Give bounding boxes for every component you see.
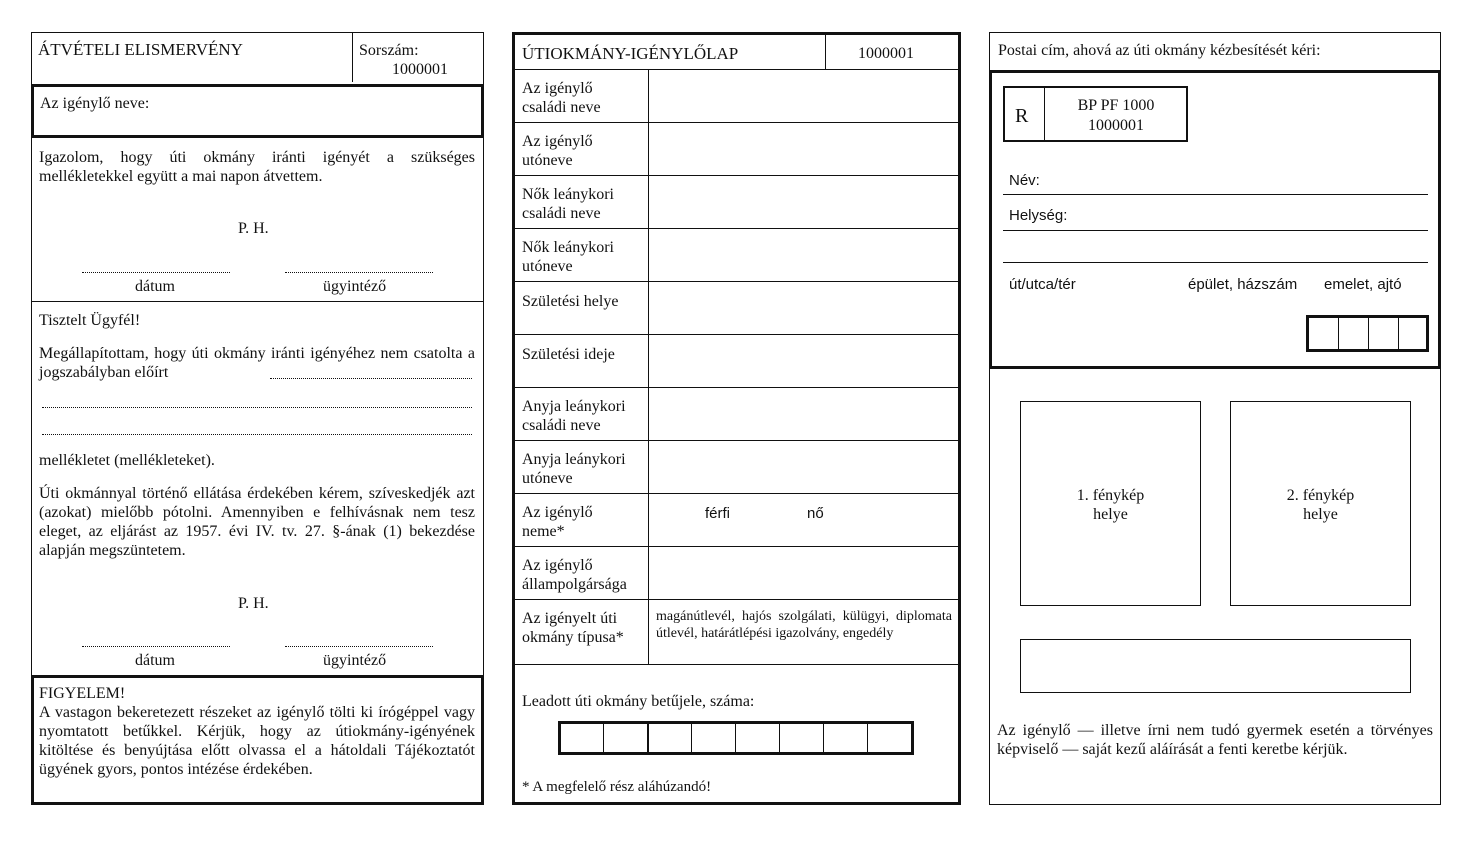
row-label-line1: Születési ideje [522,346,615,363]
photo1-label-line2: helye [1093,506,1128,523]
document-type-options[interactable]: magánútlevél, hajós szolgálati, külügyi, diplomata útlevél, határátlépési igazolvány, engedély [656,609,952,641]
digit-divider [647,724,649,752]
stamp-label-2: P. H. [238,595,269,612]
row-divider-10 [512,599,961,600]
city-line[interactable] [1003,230,1428,231]
postal-code-divider [1338,318,1339,349]
officer-label-2: ügyintéző [323,652,387,669]
submitted-document-number-boxes[interactable] [558,721,914,755]
maiden-family-name-field[interactable] [650,176,958,227]
application-number: 1000001 [858,45,914,62]
missing-docs-line-2 [42,407,472,408]
birth-place-field[interactable] [650,282,958,333]
greeting-text: Tisztelt Ügyfél! [39,312,141,329]
row-label-line1: Az igényelt úti [522,610,618,627]
building-label: épület, házszám [1188,276,1298,293]
receipt-title: ÁTVÉTELI ELISMERVÉNY [38,40,243,59]
row-label-line2: neme* [522,523,565,540]
citizenship-field[interactable] [650,547,958,598]
gender-option-female[interactable]: nő [807,505,824,522]
city-label: Helység: [1009,207,1068,224]
request-text: Úti okmánnyal történő ellátása érdekében kérem, szíveskedjék azt (azokat) mielőbb pótolni. Amennyiben e felhívásnak nem tesz eleget, az eljárást az 1957. évi IV. tv. 27. §-ának (1) bekezdése alapján megszüntetem. [39,485,475,559]
digit-divider [691,724,692,752]
postal-code-divider [1368,318,1369,349]
photo2-label-line1: 2. fénykép [1286,487,1355,504]
signature-note: Az igénylő — illetve írni nem tudó gyermek esetén a törvényes képviselő — saját kezű aláírását a fenti keretbe kérjük. [997,722,1433,758]
row-label-line1: Születési helye [522,293,619,310]
name-label: Név: [1009,172,1040,189]
date-label: dátum [135,278,175,295]
postal-address-label: Postai cím, ahová az úti okmány kézbesítését kéri: [998,42,1321,59]
attachment-text: mellékletet (mellékleteket). [39,452,215,469]
row-label-line1: Anyja leánykori [522,398,626,415]
certify-text: Igazolom, hogy úti okmány iránti igényét a szükséges mellékletekkel együtt a mai napon átvettem. [39,149,475,185]
row-label-line1: Az igénylő [522,557,593,574]
floor-label: emelet, ajtó [1324,276,1402,293]
date-signature-line [82,272,230,273]
family-name-field[interactable] [650,70,958,121]
digit-divider [735,724,736,752]
row-label-line2: állampolgársága [522,576,627,593]
label-column-divider [648,69,649,664]
stamp-label: P. H. [238,220,269,237]
receipt-divider [31,301,484,302]
attention-text: A vastagon bekeretezett részeket az igénylő tölti ki írógéppel vagy nyomtatott betűkkel. Kérjük, hogy az útiokmány-igényének kitöltése és benyújtása előtt olvassa el a hátoldali Tájékoztatót ügyének gyors, pontos intézése érdekében. [39,704,475,778]
post-box-line2: 1000001 [1088,117,1144,134]
row-label-line2: családi neve [522,417,601,434]
street-label: út/utca/tér [1009,276,1076,293]
row-label-line1: Az igénylő [522,504,593,521]
gender-option-male[interactable]: férfi [705,505,731,522]
attention-title: FIGYELEM! [39,685,126,702]
row-divider-8 [512,493,961,494]
row-label-line1: Az igénylő [522,133,593,150]
officer-signature-line [285,272,433,273]
birth-date-field[interactable] [650,335,958,386]
serial-divider [352,32,353,82]
postal-code-divider [1398,318,1399,349]
missing-docs-text: Megállapítottam, hogy úti okmány iránti igényéhez nem csatolta a jogszabályban előírt [39,345,475,381]
application-number-divider [825,32,826,69]
date-signature-line-2 [82,646,230,647]
mother-family-name-field[interactable] [650,388,958,439]
row-divider-11 [512,664,961,665]
serial-number: 1000001 [392,61,448,78]
digit-divider [867,724,868,752]
applicant-name-label: Az igénylő neve: [40,95,150,112]
serial-label: Sorszám: [359,42,419,59]
row-label-line2: utóneve [522,152,573,169]
postal-code-boxes[interactable] [1306,315,1429,352]
post-box-line1: BP PF 1000 [1077,97,1155,114]
digit-divider [823,724,824,752]
submitted-document-label: Leadott úti okmány betűjele, száma: [522,693,755,710]
row-label-line2: okmány típusa* [522,629,624,646]
row-label-line2: családi neve [522,205,601,222]
row-label-line1: Anyja leánykori [522,451,626,468]
row-label-line1: Az igénylő [522,80,593,97]
given-name-field[interactable] [650,123,958,174]
street-line[interactable] [1003,262,1428,263]
name-line[interactable] [1003,194,1428,195]
row-label-line1: Nők leánykori [522,239,614,256]
row-label-line2: utóneve [522,258,573,275]
digit-divider [603,724,604,752]
signature-box[interactable] [1020,639,1411,693]
officer-signature-line-2 [285,646,433,647]
mother-given-name-field[interactable] [650,441,958,492]
row-label-line1: Nők leánykori [522,186,614,203]
footnote-text: * A megfelelő rész aláhúzandó! [522,779,712,795]
photo2-label-line2: helye [1303,506,1338,523]
digit-divider [779,724,780,752]
photo1-label-line1: 1. fénykép [1076,487,1145,504]
missing-docs-line-3 [42,434,472,435]
registered-mail-divider [1044,88,1045,140]
maiden-given-name-field[interactable] [650,229,958,280]
row-label-line2: utóneve [522,470,573,487]
row-label-line2: családi neve [522,99,601,116]
application-title: ÚTIOKMÁNY-IGÉNYLŐLAP [522,44,739,63]
date-label-2: dátum [135,652,175,669]
officer-label: ügyintéző [323,278,387,295]
missing-docs-line-1 [270,378,472,379]
registered-mark: R [1015,105,1029,127]
